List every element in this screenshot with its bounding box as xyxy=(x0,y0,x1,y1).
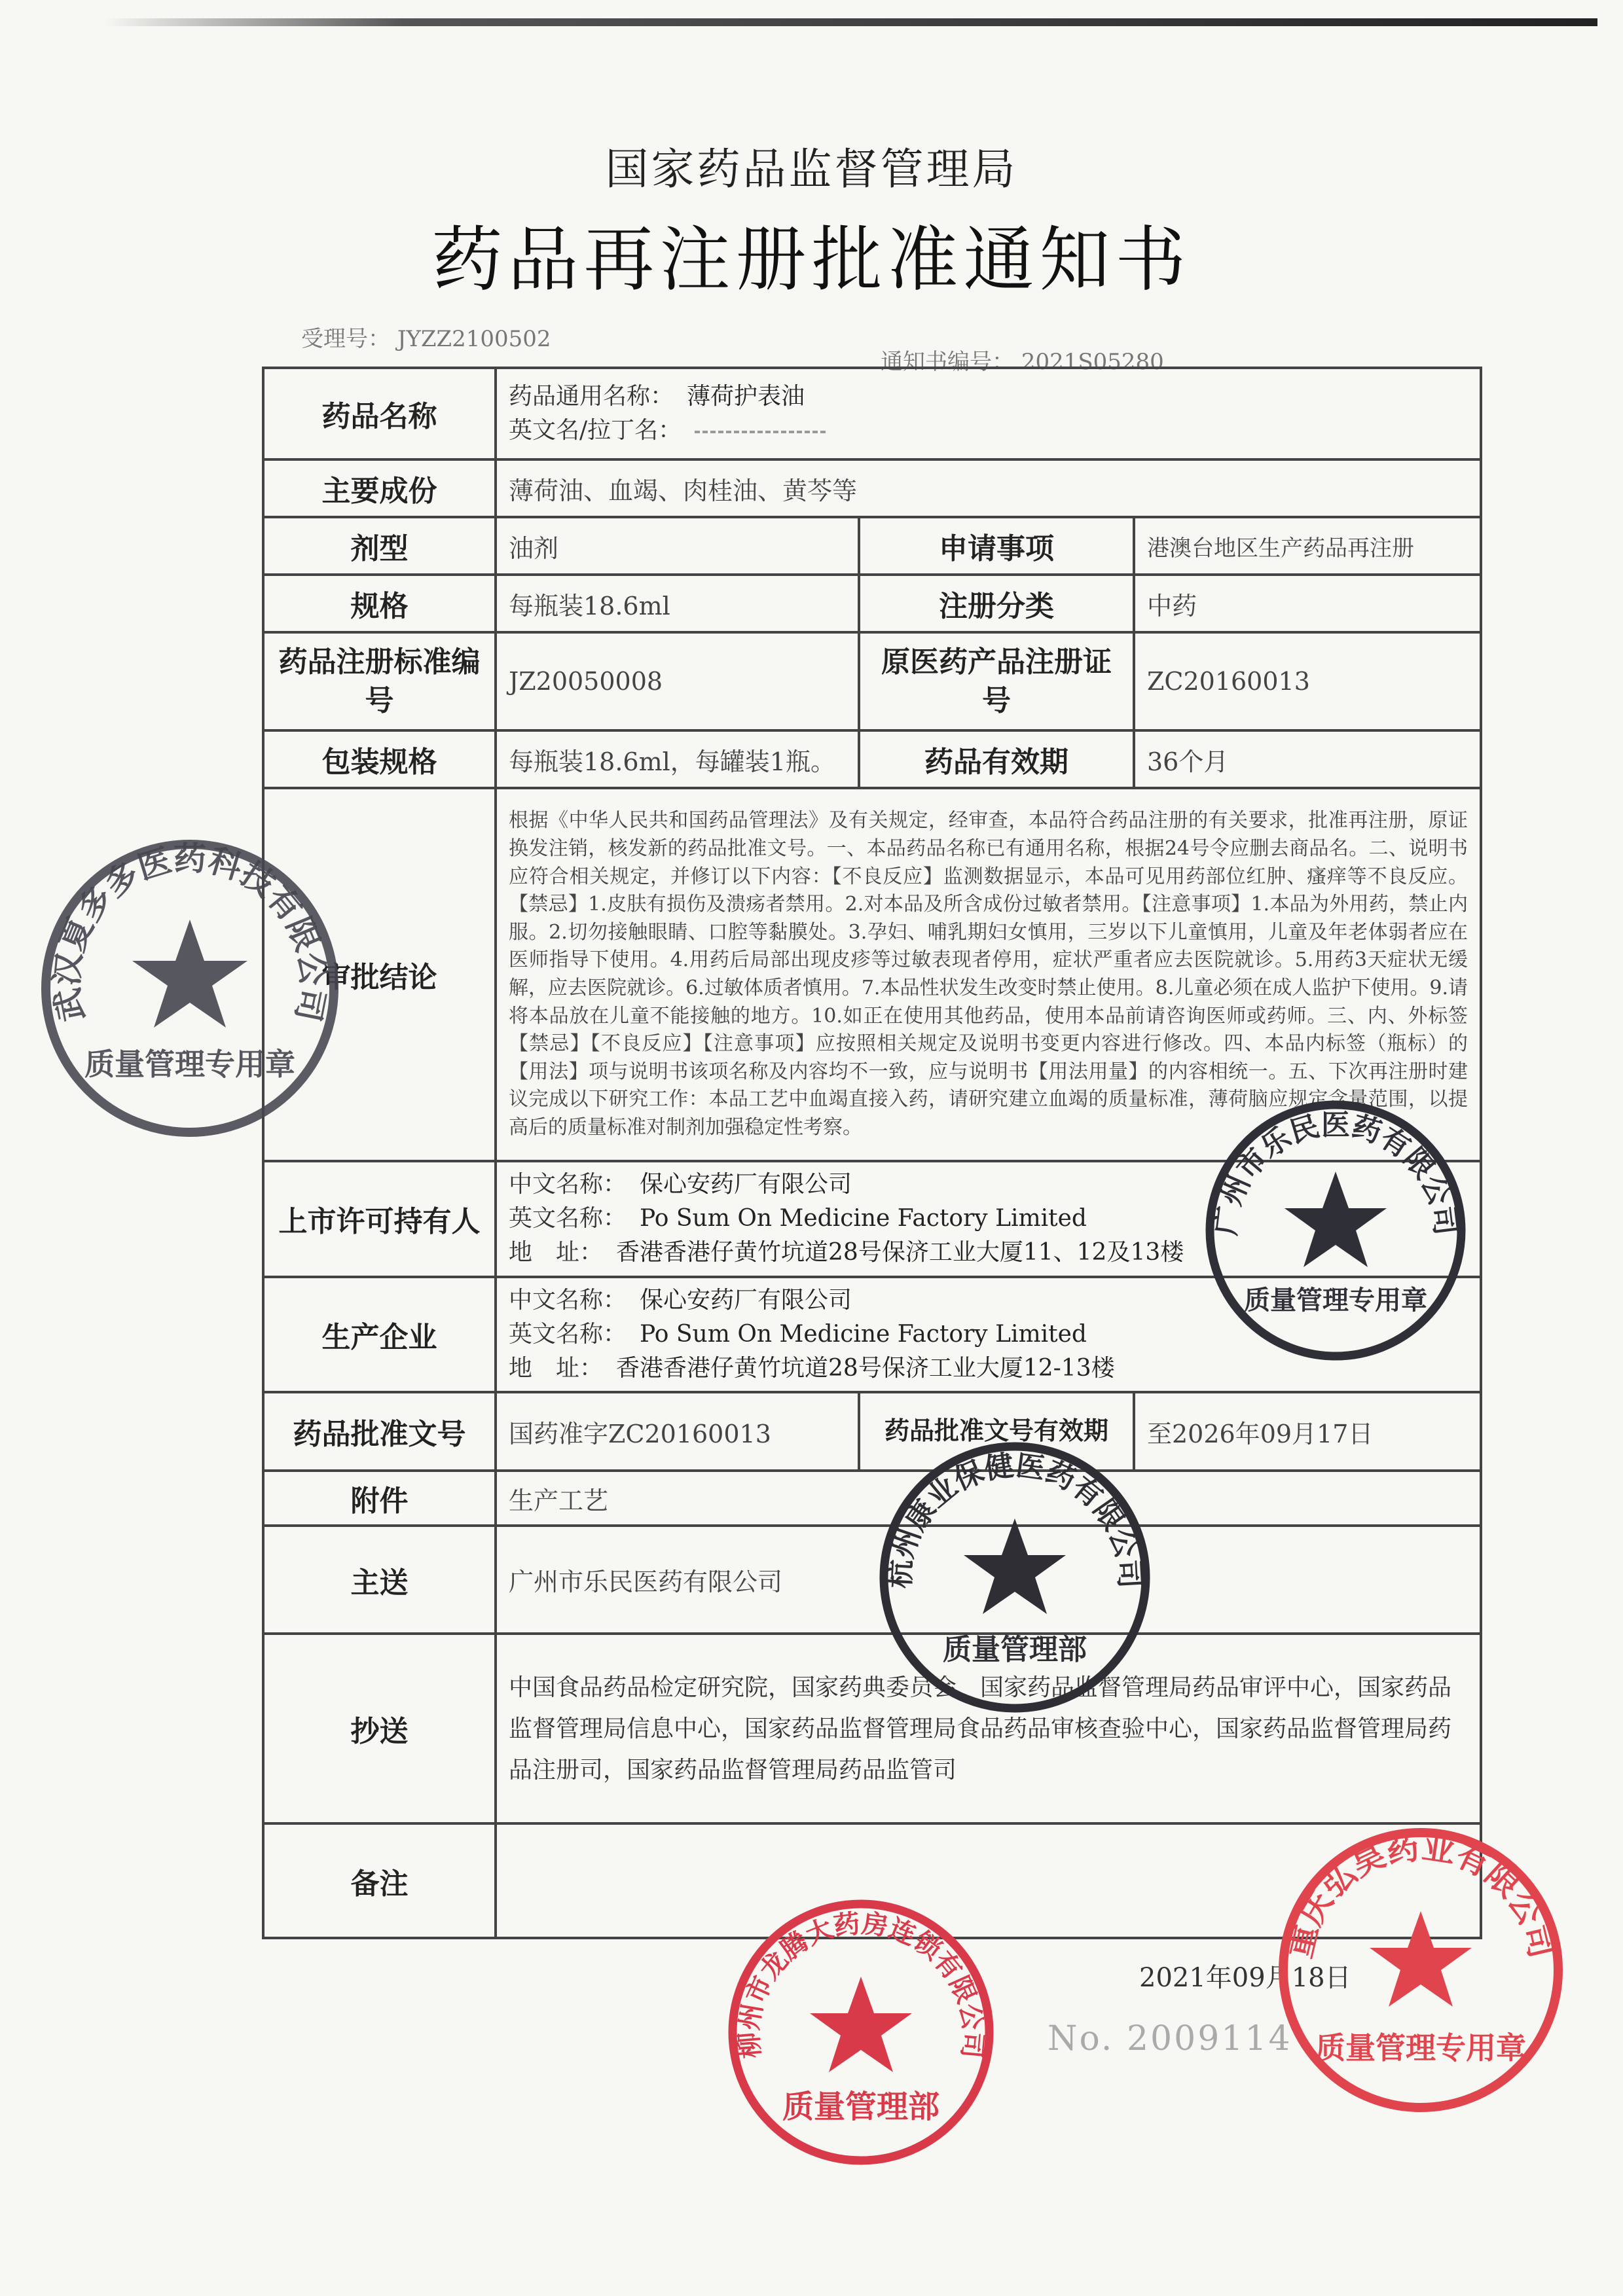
dosage-form-value: 油剂 xyxy=(496,517,859,575)
scan-top-edge xyxy=(105,18,1597,26)
row-packaging xyxy=(263,730,1481,788)
document-title: 药品再注册批准通知书 xyxy=(431,219,1192,301)
stamp-wuhan xyxy=(33,831,347,1145)
review-conclusion-text: 根据《中华人民共和国药品管理法》及有关规定，经审查，本品符合药品注册的有关要求，批准再注册，原证换发注销，核发新的药品批准文号。一、本品药品名称已有通用名称，根据24号令应删去商品名。二、说明书应符合相关规定，并修订以下内容：【不良反应】监测数据显示，本品可见用药部位红肿、瘙痒等不良反应。【禁忌】1.皮肤有损伤及溃疡者禁用。2.对本品及所含成份过敏者禁用。【注意事项】1.本品为外用药，禁止内服。2.切勿接触眼睛、口腔等黏膜处。3.孕妇、哺乳期妇女慎用，三岁以下儿童慎用，儿童及年老体弱者应在医师指导下使用。4.用药后局部出现皮疹等过敏表现者停用，症状严重者应去医院就诊。5.用药3天症状无缓解，应去医院就诊。6.过敏体质者慎用。7.本品性状发生改变时禁止使用。8.儿童必须在成人监护下使用。9.请将本品放在儿童不能接触的地方。10.如正在使用其他药品，使用本品前请咨询医师或药师。三、内、外标签【禁忌】【不良反应】【注意事项】应按照相关规定及说明书变更内容进行修改。四、本品内标签（瓶标）的【用法】项与说明书该项名称及内容均不一致，应与说明书【用法用量】的内容相统一。五、下次再注册时建议完成以下研究工作：本品工艺中血竭直接入药，请研究建立血竭的质量标准，薄荷脑应规定含量范围，以提高后的质量标准对制剂加强稳定性考察。 xyxy=(496,788,1481,1161)
mah-en-value: Po Sum On Medicine Factory Limited xyxy=(640,1205,1087,1232)
approval-number-label: 药品批准文号 xyxy=(263,1392,496,1471)
cc-label: 抄送 xyxy=(263,1634,496,1823)
notice-number-value: 2021S05280 xyxy=(1021,349,1164,375)
packaging-label: 包装规格 xyxy=(263,730,496,788)
mfr-en-value: Po Sum On Medicine Factory Limited xyxy=(640,1320,1087,1348)
issuing-authority: 国家药品监督管理局 xyxy=(605,144,1018,194)
star-icon xyxy=(964,1518,1066,1614)
attachment-label: 附件 xyxy=(263,1471,496,1526)
generic-name-label: 药品通用名称： xyxy=(509,382,674,410)
stamp-liuzhou xyxy=(720,1892,1002,2173)
packaging-value: 每瓶装18.6ml，每罐装1瓶。 xyxy=(496,730,859,788)
validity-label: 药品有效期 xyxy=(859,730,1134,788)
original-certificate-value: ZC20160013 xyxy=(1134,632,1481,730)
mah-cn-value: 保心安药厂有限公司 xyxy=(640,1171,852,1198)
ingredients-label: 主要成份 xyxy=(263,459,496,517)
approval-validity-label: 药品批准文号有效期 xyxy=(859,1392,1134,1471)
acceptance-number xyxy=(301,321,551,353)
drug-name-label: 药品名称 xyxy=(263,368,496,459)
row-ingredients xyxy=(263,459,1481,517)
stamp-wuhan-sub: 质量管理专用章 xyxy=(84,1047,295,1082)
standard-number-value: JZ20050008 xyxy=(496,632,859,730)
category-label: 注册分类 xyxy=(859,575,1134,632)
stamp-hangzhou-text: 杭州康业保健医药有限公司 xyxy=(883,1448,1146,1590)
stamp-wuhan-text: 武汉夏多多医药科技有限公司 xyxy=(47,840,333,1025)
validity-value: 36个月 xyxy=(1134,730,1481,788)
row-dosage xyxy=(263,517,1481,575)
row-drug-name xyxy=(263,368,1481,459)
standard-number-label: 药品注册标准编号 xyxy=(263,632,496,730)
mah-en-label: 英文名称： xyxy=(509,1205,627,1232)
main-recipient-value: 广州市乐民医药有限公司 xyxy=(496,1526,1481,1634)
cc-value: 中国食品药品检定研究院，国家药典委员会，国家药品监督管理局药品审评中心，国家药品监督管理局信息中心，国家药品监督管理局食品药品审核查验中心，国家药品监督管理局药品注册司，国家药品监督管理局药品监管司 xyxy=(496,1634,1481,1823)
manufacturer-label: 生产企业 xyxy=(263,1277,496,1393)
star-icon xyxy=(1285,1172,1387,1267)
category-value: 中药 xyxy=(1134,575,1481,632)
english-name-line xyxy=(509,414,1468,448)
approval-validity-value: 至2026年09月17日 xyxy=(1134,1392,1481,1471)
stamp-liuzhou-sub: 质量管理部 xyxy=(782,2089,940,2125)
row-standard xyxy=(263,632,1481,730)
stamp-guangzhou-text: 广州市乐民医药有限公司 xyxy=(1209,1108,1463,1238)
row-spec xyxy=(263,575,1481,632)
english-name-label: 英文名/拉丁名： xyxy=(509,417,682,444)
mah-address-label: 地 址： xyxy=(509,1239,604,1266)
approval-number-value: 国药准字ZC20160013 xyxy=(496,1392,859,1471)
mah-label: 上市许可持有人 xyxy=(263,1161,496,1277)
application-value: 港澳台地区生产药品再注册 xyxy=(1134,517,1481,575)
star-icon xyxy=(810,1977,912,2072)
stamp-chongqing-text: 重庆弘昊药业有限公司 xyxy=(1280,1828,1561,1962)
mfr-en-label: 英文名称： xyxy=(509,1320,627,1348)
serial-number: No. 2009114 xyxy=(1048,2019,1292,2058)
original-certificate-label: 原医药产品注册证号 xyxy=(859,632,1134,730)
stamp-chongqing xyxy=(1270,1820,1571,2121)
mfr-cn-value: 保心安药厂有限公司 xyxy=(640,1286,852,1314)
drug-name-cell xyxy=(496,368,1481,459)
acceptance-number-label: 受理号： xyxy=(301,326,390,352)
generic-name-value: 薄荷护表油 xyxy=(687,382,805,410)
english-name-blank xyxy=(695,431,826,433)
spec-value: 每瓶装18.6ml xyxy=(496,575,859,632)
stamp-guangzhou xyxy=(1198,1093,1473,1368)
attachment-value: 生产工艺 xyxy=(496,1471,1481,1526)
acceptance-number-value: JYZZ2100502 xyxy=(397,326,551,352)
notice-number-label: 通知书编号： xyxy=(881,349,1014,375)
remarks-label: 备注 xyxy=(263,1823,496,1938)
stamp-liuzhou-text: 柳州市龙腾大药房连锁有限公司 xyxy=(733,1909,989,2060)
stamp-guangzhou-sub: 质量管理专用章 xyxy=(1244,1285,1427,1316)
mah-cn-label: 中文名称： xyxy=(509,1171,627,1198)
ingredients-value: 薄荷油、血竭、肉桂油、黄芩等 xyxy=(496,459,1481,517)
issue-date: 2021年09月18日 xyxy=(1139,1963,1351,1993)
main-recipient-label: 主送 xyxy=(263,1526,496,1634)
dosage-form-label: 剂型 xyxy=(263,517,496,575)
mah-address-value: 香港香港仔黄竹坑道28号保济工业大厦11、12及13楼 xyxy=(616,1239,1184,1266)
stamp-hangzhou-sub: 质量管理部 xyxy=(943,1633,1087,1666)
review-conclusion-label: 审批结论 xyxy=(263,788,496,1161)
mfr-cn-label: 中文名称： xyxy=(509,1286,627,1314)
star-icon xyxy=(1370,1911,1472,2007)
stamp-chongqing-sub: 质量管理专用章 xyxy=(1315,2030,1526,2066)
generic-name-line xyxy=(509,380,1468,414)
spec-label: 规格 xyxy=(263,575,496,632)
mfr-address-label: 地 址： xyxy=(509,1354,604,1382)
star-icon xyxy=(132,920,247,1028)
mfr-address-value: 香港香港仔黄竹坑道28号保济工业大厦12-13楼 xyxy=(616,1354,1115,1382)
application-label: 申请事项 xyxy=(859,517,1134,575)
stamp-hangzhou xyxy=(871,1433,1159,1721)
